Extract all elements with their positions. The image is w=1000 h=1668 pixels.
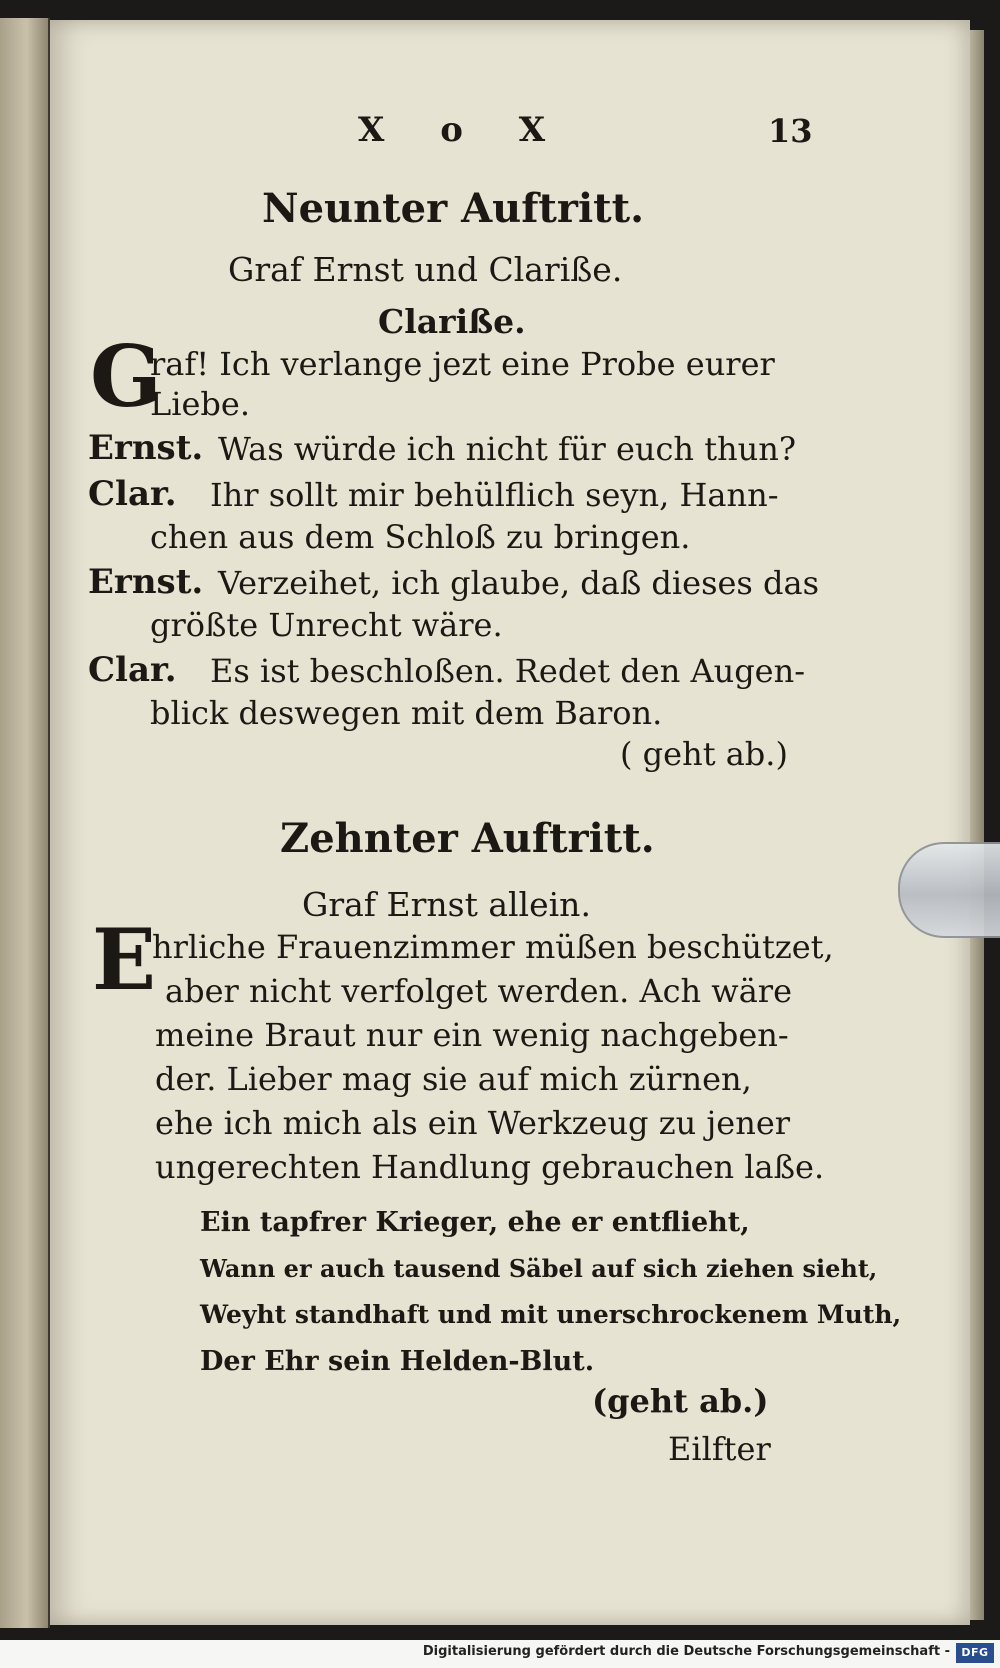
verse-line-2: Wann er auch tausend Säbel auf sich ziehen sieht,	[200, 1254, 878, 1283]
page-stack-edge	[970, 30, 984, 1620]
page-clip	[898, 842, 1000, 938]
funding-credit: Digitalisierung gefördert durch die Deutsche Forschungsgemeinschaft -	[422, 1644, 950, 1659]
scene-10-characters: Graf Ernst allein.	[302, 885, 591, 924]
scene-9-line-5: Es ist beschloßen. Redet den Augen-	[210, 652, 806, 690]
scene-9-line-4-cont: größte Unrecht wäre.	[150, 606, 503, 644]
scene-9-speaker: Clariße.	[378, 302, 526, 341]
monologue-line-2: aber nicht verfolget werden. Ach wäre	[165, 972, 792, 1010]
verse-line-1: Ein tapfrer Krieger, ehe er entflieht,	[200, 1207, 750, 1238]
scene-9-line-3: Ihr sollt mir behülflich seyn, Hann-	[210, 476, 779, 514]
scene-9-line-2: Was würde ich nicht für euch thun?	[218, 430, 797, 468]
speaker-clar: Clar.	[88, 650, 177, 690]
speaker-clar: Clar.	[88, 474, 177, 514]
catchword: Eilfter	[668, 1430, 771, 1468]
scene-10-exit: (geht ab.)	[592, 1382, 769, 1420]
scene-9-line-3-cont: chen aus dem Schloß zu bringen.	[150, 518, 691, 556]
speaker-ernst: Ernst.	[88, 562, 204, 602]
running-header: X o X	[358, 110, 568, 150]
drop-cap-g: G	[90, 327, 162, 426]
verse-line-3: Weyht standhaft und mit unerschrockenem Muth,	[200, 1300, 902, 1329]
monologue-line-6: ungerechten Handlung gebrauchen laße.	[155, 1148, 825, 1186]
monologue-line-1: hrliche Frauenzimmer müßen beschützet,	[152, 928, 834, 966]
scene-9-characters: Graf Ernst und Clariße.	[228, 250, 623, 289]
scene-9-line-1-cont: Liebe.	[150, 385, 251, 423]
speaker-ernst: Ernst.	[88, 428, 204, 468]
scene-9-exit: ( geht ab.)	[620, 735, 788, 773]
scene-9-title: Neunter Auftritt.	[262, 185, 645, 232]
scene-9-line-4: Verzeihet, ich glaube, daß dieses das	[218, 564, 819, 602]
drop-cap-e: E	[92, 910, 157, 1009]
monologue-line-3: meine Braut nur ein wenig nachgeben-	[155, 1016, 789, 1054]
footer-bar	[0, 1640, 1000, 1668]
scene-9-line-1: raf! Ich verlange jezt eine Probe eurer	[150, 345, 775, 383]
monologue-line-5: ehe ich mich als ein Werkzeug zu jener	[155, 1104, 791, 1142]
scene-9-line-5-cont: blick deswegen mit dem Baron.	[150, 694, 663, 732]
verse-line-4: Der Ehr sein Helden-Blut.	[200, 1346, 595, 1377]
dfg-logo: DFG	[956, 1643, 994, 1663]
scene-10-title: Zehnter Auftritt.	[280, 815, 655, 862]
page-number: 13	[768, 112, 813, 150]
monologue-line-4: der. Lieber mag sie auf mich zürnen,	[155, 1060, 752, 1098]
left-page-edge	[0, 18, 50, 1628]
